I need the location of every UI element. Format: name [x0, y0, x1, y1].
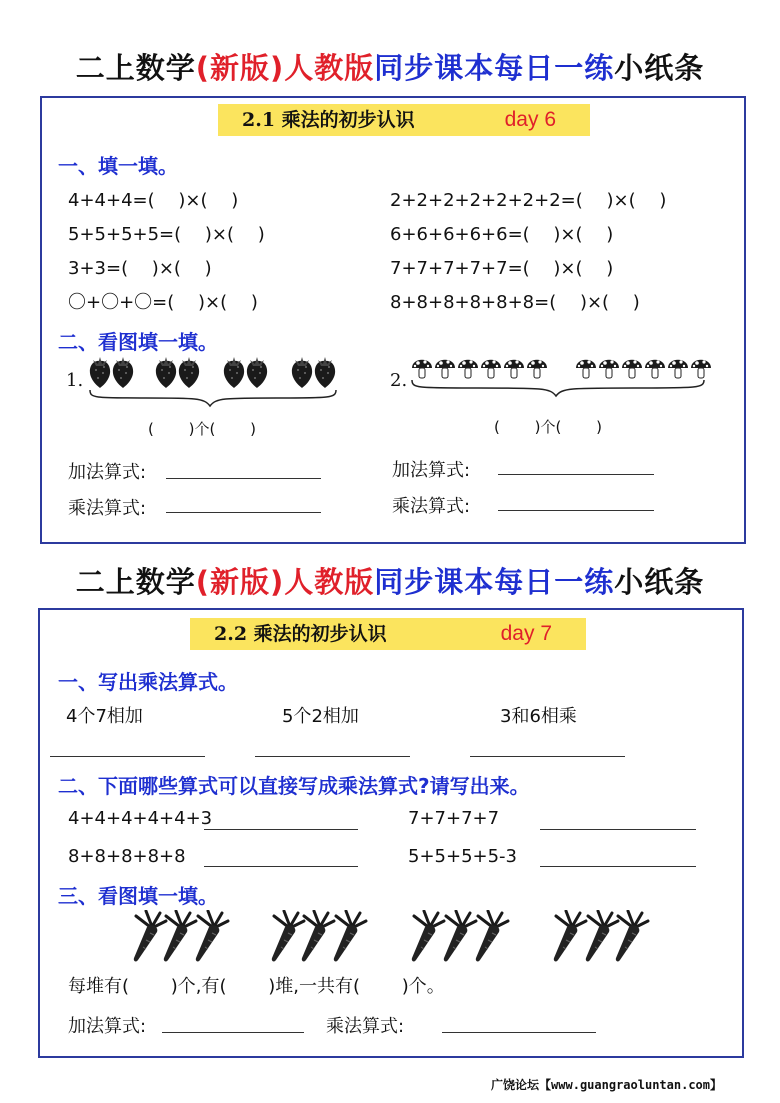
answer-line[interactable] [498, 510, 654, 511]
day-label: day 6 [504, 108, 556, 131]
phrase-item: 4个7相加 [66, 706, 143, 727]
strawberry-icon [315, 357, 335, 388]
question-heading: 一、写出乘法算式。 [58, 670, 238, 694]
equation-item: 5+5+5+5=( )×( ) [68, 224, 265, 245]
answer-line[interactable] [470, 756, 625, 757]
addition-label: 加法算式: [392, 460, 471, 481]
multiplication-label: 乘法算式: [326, 1016, 405, 1037]
answer-line[interactable] [498, 474, 654, 475]
equation-item: 2+2+2+2+2+2+2=( )×( ) [390, 190, 667, 211]
title-part3: 人教版 [284, 51, 375, 85]
equation-item: 8+8+8+8+8+8=( )×( ) [390, 292, 640, 313]
mushroom-icon [645, 360, 665, 378]
title-part4: 同步课本每日一练 [374, 51, 615, 85]
strawberry-icon [156, 357, 176, 388]
blank-count: ( )个( ) [148, 420, 256, 438]
mushroom-icon [527, 360, 547, 378]
carrot-icon [334, 911, 366, 961]
phrase-item: 5个2相加 [282, 706, 359, 727]
carrot-icon [586, 911, 618, 961]
strawberry-icon [224, 357, 244, 388]
mushroom-icon [435, 360, 455, 378]
carrot-icon [616, 911, 648, 961]
mushroom-icon [458, 360, 478, 378]
carrot-icon [476, 911, 508, 961]
section-title: 2.1 乘法的初步认识 [242, 109, 415, 131]
question-heading: 二、看图填一填。 [58, 330, 218, 354]
multiplication-label: 乘法算式: [68, 498, 147, 519]
answer-line[interactable] [255, 756, 410, 757]
page-title [0, 46, 780, 87]
strawberry-icon [247, 357, 267, 388]
answer-line[interactable] [162, 1032, 304, 1033]
curly-brace [412, 380, 704, 396]
strawberry-icon [292, 357, 312, 388]
carrot-icon [302, 911, 334, 961]
mushroom-picture [408, 352, 718, 412]
question-heading: 一、填一填。 [58, 154, 178, 178]
footer-source: 广饶论坛【www.guangraoluntan.com】 [491, 1078, 722, 1092]
blank-count: ( )个( ) [494, 418, 602, 436]
mushroom-icon [481, 360, 501, 378]
mushroom-icon [412, 360, 432, 378]
title-part5: 小纸条 [614, 51, 705, 85]
answer-line[interactable] [50, 756, 205, 757]
picture-number: 1. [66, 370, 84, 391]
answer-line[interactable] [166, 478, 321, 479]
answer-line[interactable] [540, 866, 696, 867]
equation-item: 〇+〇+〇=( )×( ) [68, 292, 258, 313]
equation-item: 7+7+7+7 [408, 808, 500, 829]
title-part2: (新版) [195, 565, 285, 599]
addition-label: 加法算式: [68, 1016, 147, 1037]
curly-brace [90, 390, 336, 406]
carrot-icon [554, 911, 586, 961]
section-banner-2 [190, 618, 586, 650]
answer-line[interactable] [204, 866, 358, 867]
carrot-icon [164, 911, 196, 961]
equation-item: 4+4+4+4+4+3 [68, 808, 213, 829]
mushroom-icon [668, 360, 688, 378]
strawberry-icon [113, 357, 133, 388]
question-heading: 二、下面哪些算式可以直接写成乘法算式?请写出来。 [58, 774, 530, 798]
title-part4: 同步课本每日一练 [374, 565, 615, 599]
answer-line[interactable] [204, 829, 358, 830]
mushroom-icon [576, 360, 596, 378]
picture-number: 2. [390, 370, 408, 391]
mushroom-icon [599, 360, 619, 378]
title-part1: 二上数学 [75, 51, 196, 85]
fill-sentence: 每堆有( )个,有( )堆,一共有( )个。 [68, 976, 445, 997]
carrot-icon [444, 911, 476, 961]
carrot-picture [120, 910, 680, 966]
strawberry-icon [179, 357, 199, 388]
title-part1: 二上数学 [75, 565, 196, 599]
day-label: day 7 [500, 622, 552, 645]
equation-item: 3+3=( )×( ) [68, 258, 212, 279]
equation-item: 4+4+4=( )×( ) [68, 190, 239, 211]
phrase-item: 3和6相乘 [500, 706, 577, 727]
section-title: 2.2 乘法的初步认识 [214, 623, 387, 645]
carrot-icon [412, 911, 444, 961]
carrot-icon [272, 911, 304, 961]
equation-item: 8+8+8+8+8 [68, 846, 186, 867]
strawberry-picture [86, 352, 356, 412]
answer-line[interactable] [442, 1032, 596, 1033]
carrot-icon [196, 911, 228, 961]
page-title-repeat [0, 560, 780, 601]
question-heading: 三、看图填一填。 [58, 884, 218, 908]
mushroom-icon [691, 360, 711, 378]
answer-line[interactable] [166, 512, 321, 513]
strawberry-icon [90, 357, 110, 388]
mushroom-icon [504, 360, 524, 378]
equation-item: 5+5+5+5-3 [408, 846, 518, 867]
equation-item: 6+6+6+6+6=( )×( ) [390, 224, 614, 245]
answer-line[interactable] [540, 829, 696, 830]
section-banner-1 [218, 104, 590, 136]
title-part2: (新版) [195, 51, 285, 85]
multiplication-label: 乘法算式: [392, 496, 471, 517]
mushroom-icon [622, 360, 642, 378]
title-part5: 小纸条 [614, 565, 705, 599]
equation-item: 7+7+7+7+7=( )×( ) [390, 258, 614, 279]
addition-label: 加法算式: [68, 462, 147, 483]
carrot-icon [134, 911, 166, 961]
title-part3: 人教版 [284, 565, 375, 599]
